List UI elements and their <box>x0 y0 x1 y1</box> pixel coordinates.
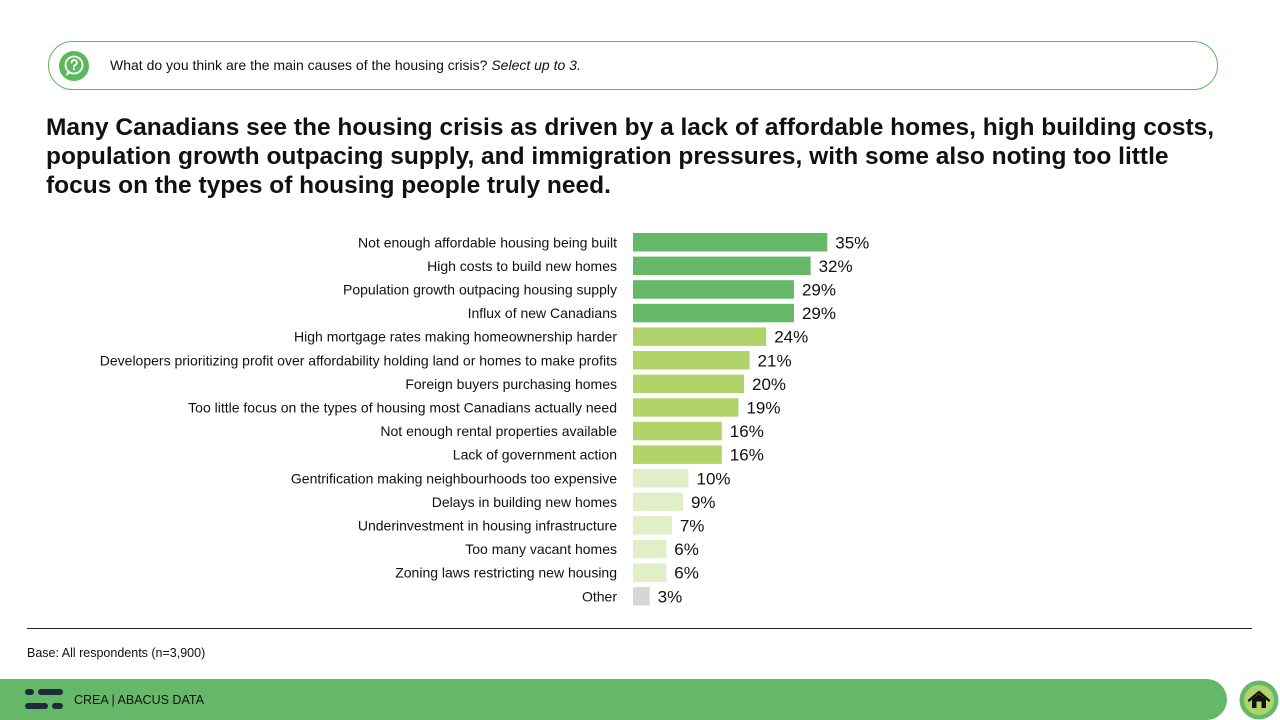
value-label: 7% <box>679 516 705 536</box>
bar <box>633 563 666 582</box>
value-label: 16% <box>729 422 764 442</box>
footer-brand: CREA | ABACUS DATA <box>74 693 204 707</box>
bar <box>633 351 750 370</box>
category-label: Population growth outpacing housing supply <box>343 281 617 298</box>
value-label: 29% <box>801 304 836 324</box>
divider <box>27 628 1252 629</box>
bar <box>633 280 794 299</box>
bar <box>633 257 811 276</box>
value-label: 32% <box>818 256 853 276</box>
category-label: Other <box>581 588 617 605</box>
question-main: What do you think are the main causes of the housing crisis? <box>110 57 488 73</box>
value-label: 24% <box>774 327 809 347</box>
value-label: 6% <box>674 563 699 583</box>
category-label: Zoning laws restricting new housing <box>395 564 617 581</box>
bar <box>633 304 794 323</box>
bar <box>633 375 744 394</box>
category-label: High costs to build new homes <box>427 257 617 274</box>
bar <box>633 516 672 535</box>
bar <box>633 233 827 252</box>
category-label: Developers prioritizing profit over affordability holding land or homes to make profits <box>99 352 617 369</box>
bar <box>633 327 766 346</box>
headline: Many Canadians see the housing crisis as driven by a lack of affordable homes, high building costs, population growth outpacing supply, and immigration pressures, with some also noting too little focus on the types of housing people truly need. <box>46 114 1215 199</box>
value-label: 20% <box>752 374 787 394</box>
category-label: Delays in building new homes <box>431 493 617 510</box>
bar <box>633 469 689 488</box>
category-label: Not enough affordable housing being built <box>358 234 617 251</box>
value-label: 3% <box>657 587 683 607</box>
value-label: 29% <box>801 280 836 300</box>
bar <box>633 587 650 606</box>
abacus-logo-icon <box>25 689 65 711</box>
question-instruction: Select up to 3. <box>491 57 581 73</box>
bar <box>633 398 738 417</box>
category-label: Influx of new Canadians <box>467 305 617 322</box>
category-label: Lack of government action <box>452 446 617 463</box>
bar <box>633 540 666 559</box>
value-label: 9% <box>690 492 716 512</box>
category-label: Underinvestment in housing infrastructure <box>357 517 617 534</box>
value-label: 35% <box>835 233 870 253</box>
bar <box>633 422 722 441</box>
bar <box>633 493 683 512</box>
value-label: 6% <box>674 540 699 560</box>
value-label: 10% <box>696 469 731 489</box>
category-label: Gentrification making neighbourhoods too expensive <box>290 470 617 487</box>
value-label: 19% <box>746 398 781 418</box>
bar <box>633 445 722 464</box>
category-label: High mortgage rates making homeownership harder <box>294 328 617 345</box>
home-icon[interactable] <box>1239 680 1279 720</box>
category-label: Too many vacant homes <box>465 541 617 558</box>
category-label: Foreign buyers purchasing homes <box>405 375 617 392</box>
value-label: 16% <box>729 445 764 465</box>
category-label: Too little focus on the types of housing most Canadians actually need <box>188 399 617 416</box>
base-note: Base: All respondents (n=3,900) <box>27 646 206 660</box>
category-label: Not enough rental properties available <box>380 423 617 440</box>
value-label: 21% <box>757 351 792 371</box>
